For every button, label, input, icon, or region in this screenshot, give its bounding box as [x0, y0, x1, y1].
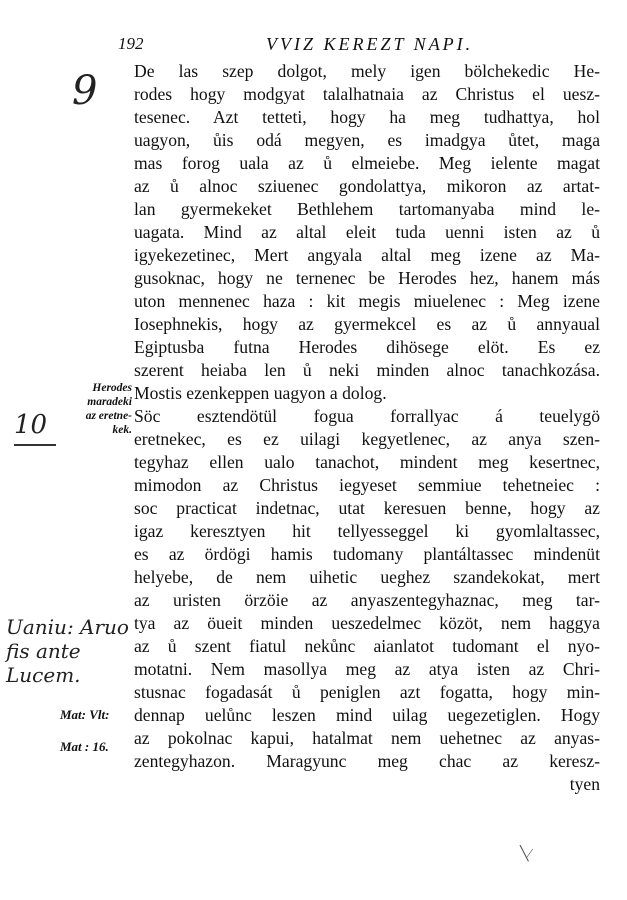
- margin-reference-2: Mat : 16.: [60, 739, 109, 754]
- body-text: [134, 60, 600, 796]
- text-line: tya az öueit minden ueszedelmec közöt, nem haggya: [134, 613, 600, 633]
- text-line: stusnac fogadasát ů peniglen azt fogatta, hogy min-: [134, 682, 600, 702]
- catchword: tyen: [569, 774, 600, 794]
- text-line: uagyon, ůis odá megyen, es imadgya ůtet, maga: [134, 130, 600, 150]
- margin-reference-1: Mat: Vlt:: [60, 707, 110, 722]
- text-line: az pokolnac kapui, hatalmat nem uehetnec az anyas-: [134, 728, 600, 748]
- text-line: uton mennenec haza : kit megis miuelenec : Meg izene: [134, 291, 600, 311]
- margin-note-line: kek.: [112, 424, 132, 436]
- text-line: az uristen örzöie az anyaszentegyhaznac, meg tar-: [134, 590, 600, 610]
- text-line: rodes hogy modgyat talalhatnaia az Christus el uesz-: [134, 84, 600, 104]
- handwritten-margin-note: Uaniu: Aruo fis ante Lucem.: [6, 615, 129, 687]
- margin-note-line: maradeki: [87, 396, 132, 408]
- text-line: lan gyermekeket Bethlehem tartomanyaba mind le-: [134, 199, 600, 219]
- handwritten-dash: [14, 444, 56, 446]
- text-line: Mostis ezenkeppen uagyon a dolog.: [134, 383, 387, 403]
- margin-note-line: Herodes: [92, 382, 132, 394]
- text-line: Söc esztendötül fogua forrallyac á teuelygö: [134, 406, 600, 426]
- text-line: szerent heiaba len ů neki minden alnoc tanachkozása.: [134, 360, 600, 380]
- text-line: mimodon az Christus iegyeset semmiue tehetneiec :: [134, 475, 600, 495]
- text-line: Egiptusba futna Herodes dihösege elöt. Es ez: [134, 337, 600, 357]
- text-line: eretnekec, es ez uilagi kegyetlenec, az anya szen-: [134, 429, 600, 449]
- text-line: motatni. Nem masollya meg az atya isten az Chri-: [134, 659, 600, 679]
- text-line: helyebe, de nem uihetic ueghez szandekokat, mert: [134, 567, 600, 587]
- text-line: igaz keresztyen hit tellyesseggel ki gyomlaltassec,: [134, 521, 600, 541]
- margin-note-line: az eretne-: [85, 410, 132, 422]
- text-line: es az ördögi hamis tudomany plantáltassec mindenüt: [134, 544, 600, 564]
- text-line: soc practicat indetnac, utat keresuen benne, hogy az: [134, 498, 600, 518]
- text-line: Iosephnekis, hogy az gyermekcel es az ů annyaual: [134, 314, 600, 334]
- text-line: mas forog uala az ů elmeiebe. Meg ielente magat: [134, 153, 600, 173]
- margin-note-herodes: [62, 381, 132, 437]
- text-line: dennap uelůnc leszen mind uilag uegezetiglen. Hogy: [134, 705, 600, 725]
- text-line: gusoknac, hogy ne ternenec be Herodes hez, hanem más: [134, 268, 600, 288]
- running-head: VVIZ KEREZT NAPI.: [266, 34, 474, 54]
- handwritten-ten: 10: [14, 410, 48, 440]
- scan-mark-icon: ╲∕: [520, 847, 531, 862]
- text-line: az ů szent fiatul nekůnc aianlatot tudomant el nyo-: [134, 636, 600, 656]
- text-line: De las szep dolgot, mely igen bölchekedic He-: [134, 61, 600, 81]
- text-line: igyekezetinec, Mert angyala altal meg izene az Ma-: [134, 245, 600, 265]
- text-line: az ů alnoc sziuenec gondolattya, mikoron az artat-: [134, 176, 600, 196]
- handwritten-nine: 9: [72, 68, 98, 114]
- text-line: tegyhaz ellen ualo tanachot, mindent meg kesertnec,: [134, 452, 600, 472]
- page-number: 192: [118, 34, 144, 53]
- text-line: zentegyhazon. Maragyunc meg chac az keresz-: [134, 751, 600, 771]
- text-line: uagata. Mind az altal eleit tuda uenni isten az ů: [134, 222, 600, 242]
- page-header: [118, 34, 598, 56]
- text-line: tesenec. Azt tetteti, hogy ha meg tudhattya, hol: [134, 107, 600, 127]
